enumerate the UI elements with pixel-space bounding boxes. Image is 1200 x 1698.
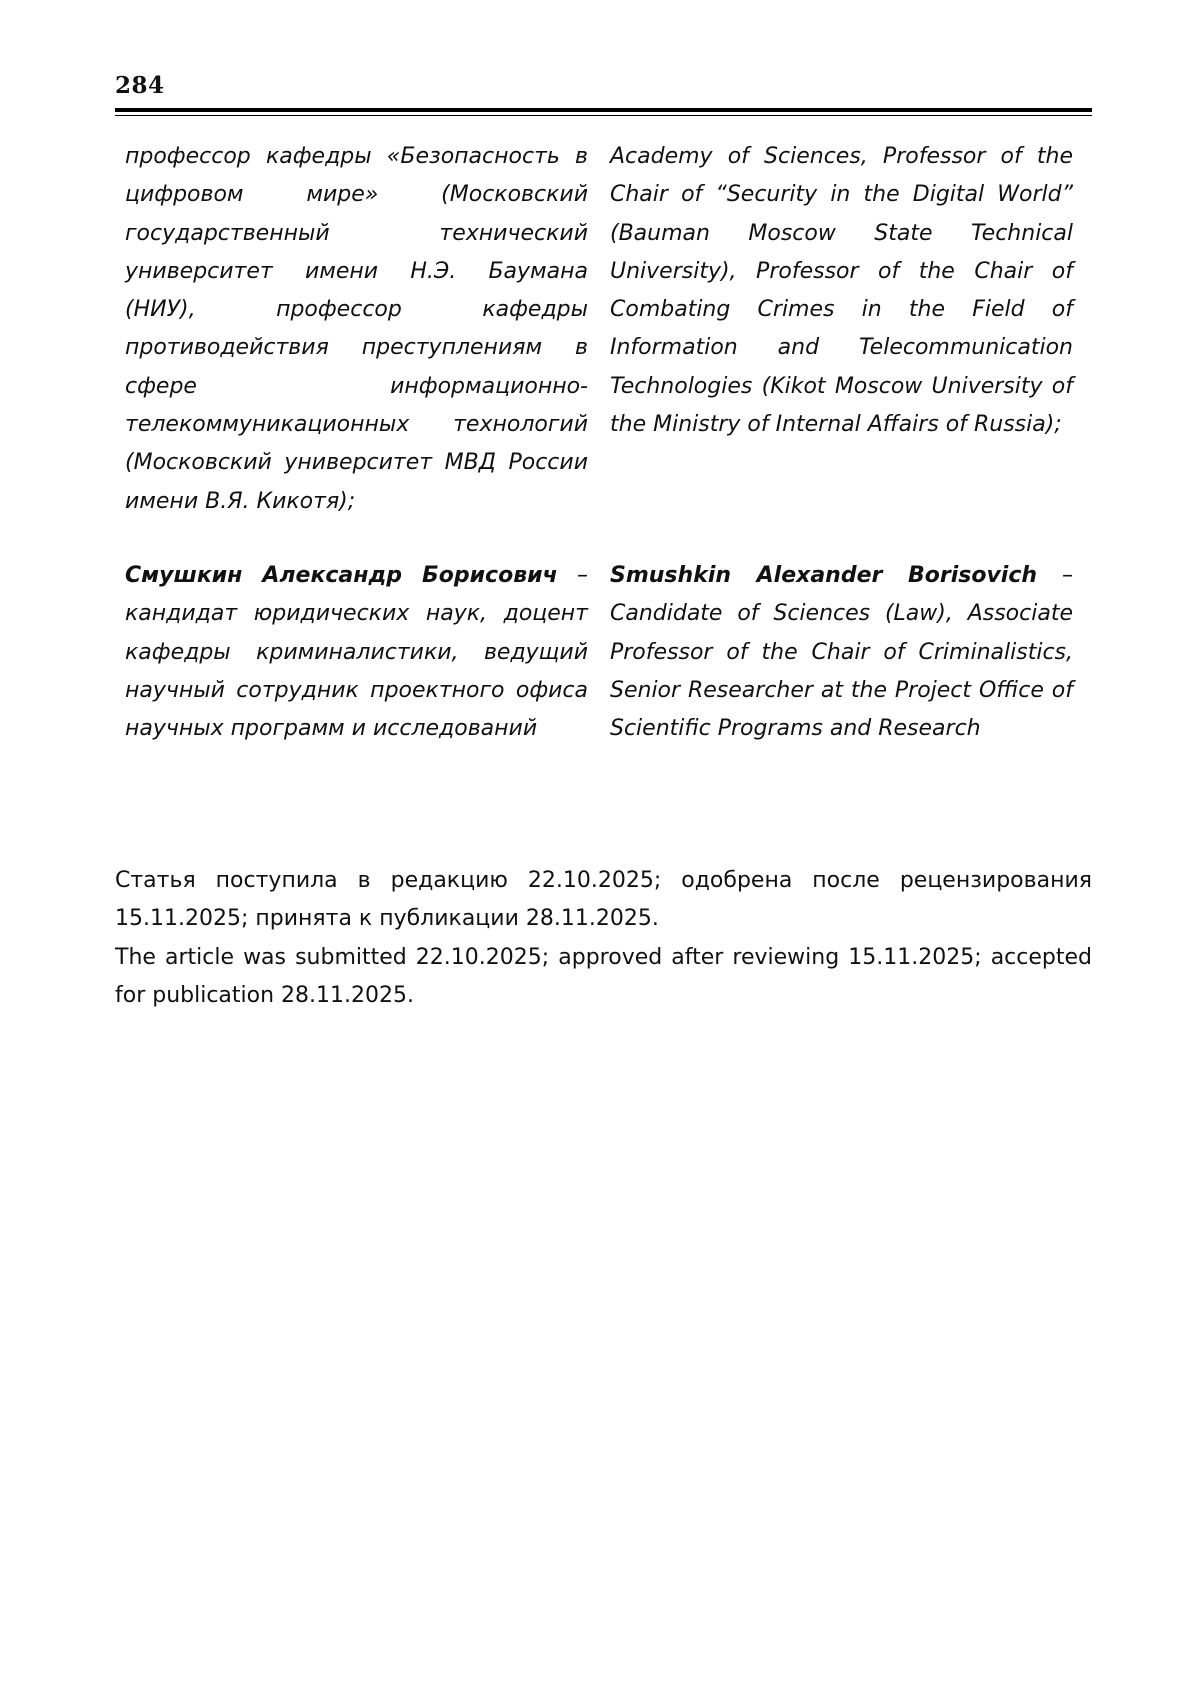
submission-dates-ru: Статья поступила в редакцию 22.10.2025; одобрена после рецензирования 15.11.2025; принята к публикации 28.11.2025.	[115, 868, 1092, 932]
page-number: 284	[115, 72, 165, 99]
author-bio-en	[610, 557, 1073, 748]
author-name-en: Smushkin Alexander Borisovich	[610, 563, 1038, 588]
affiliation-en: Academy of Sciences, Professor of the Chair of “Security in the Digital World” (Bauman Moscow State Technical University), Professor of the Chair of Combating Crimes in the Field of Information and Telecommunication Technologies (Kikot Moscow University of the Ministry of Internal Affairs of Russia);	[610, 144, 1073, 438]
author-description-ru: – кандидат юридических наук, доцент кафедры криминалистики, ведущий научный сотрудник проектного офиса научных программ и исследований	[125, 563, 589, 742]
author-description-en: – Candidate of Sciences (Law), Associate Professor of the Chair of Criminalistics, Senior Researcher at the Project Office of Scientific Programs and Research	[610, 563, 1073, 742]
submission-dates	[115, 862, 1092, 1015]
header-rule-thick	[115, 108, 1092, 112]
submission-dates-en: The article was submitted 22.10.2025; approved after reviewing 15.11.2025; accepted for publication 28.11.2025.	[115, 944, 1092, 1008]
affiliation-ru: профессор кафедры «Безопасность в цифровом мире» (Московский государственный технический университет имени Н.Э. Баумана (НИУ), профессор кафедры противодействия преступлениям в сфере информационно-телекоммуникационных технологий (Московский университет МВД России имени В.Я. Кикотя);	[125, 144, 588, 514]
author-bio-ru	[125, 557, 588, 748]
header-rule-thin	[115, 115, 1092, 116]
author-name-ru: Смушкин Александр Борисович	[125, 563, 558, 588]
